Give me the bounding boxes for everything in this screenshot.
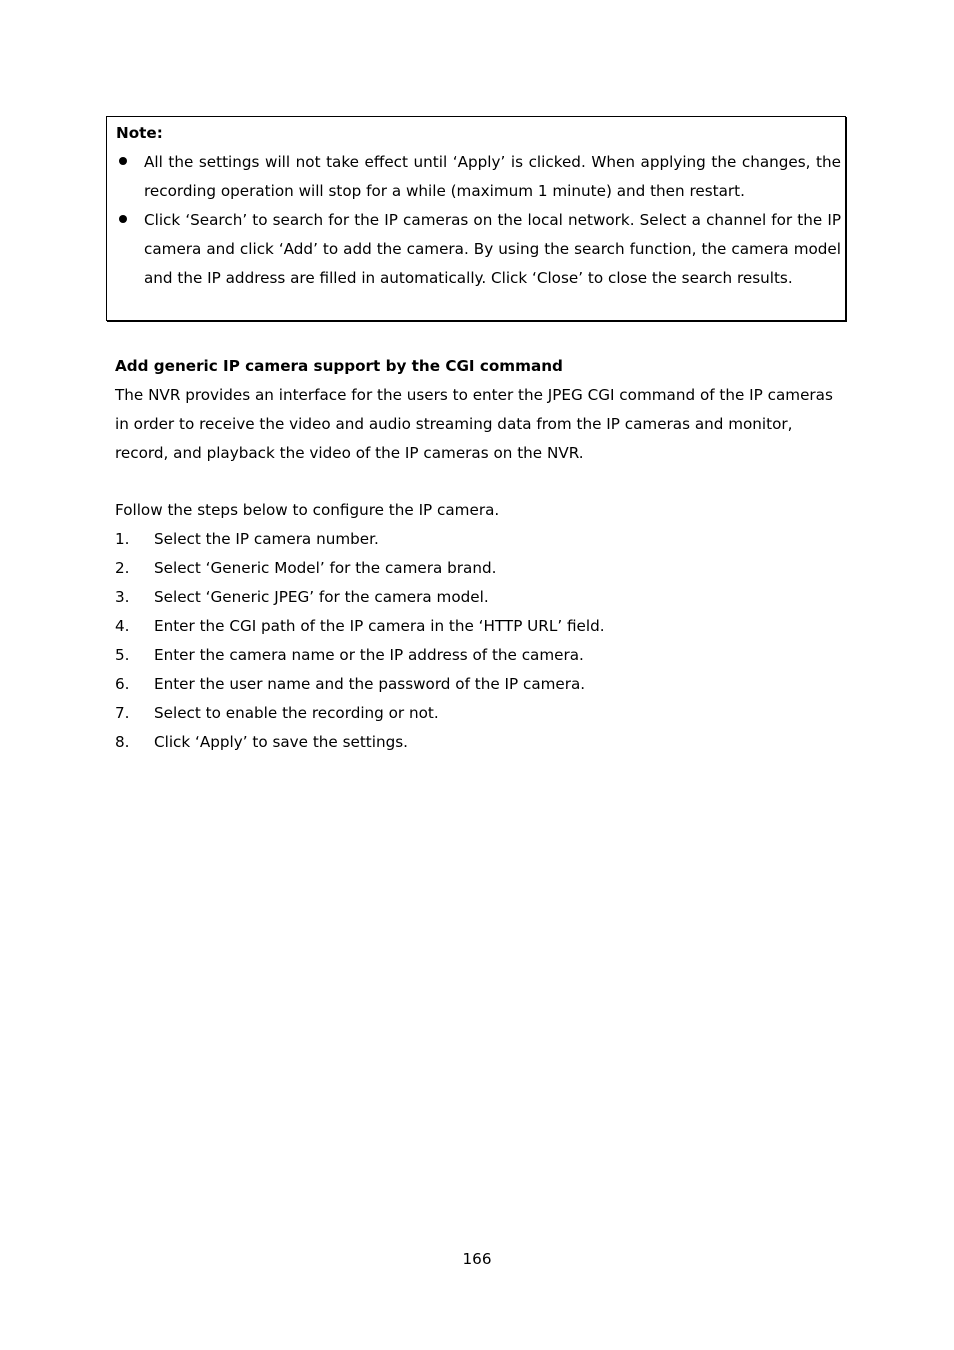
note-item-text: All the settings will not take effect until ‘Apply’ is clicked. When applying the changes, the recording operation will stop for a while (maximum 1 minute) and then restart. (144, 153, 841, 200)
note-item-text: Click ‘Search’ to search for the IP cameras on the local network. Select a channel for the IP camera and click ‘Add’ to add the camera. By using the search function, the camera model and the IP address are filled in automatically. Click ‘Close’ to close the search results. (144, 211, 841, 287)
step-text: Select the IP camera number. (154, 530, 379, 548)
list-item (115, 612, 840, 641)
step-number: 5. (115, 646, 130, 664)
step-text: Select to enable the recording or not. (154, 704, 439, 722)
step-text: Enter the camera name or the IP address of the camera. (154, 646, 584, 664)
section-heading: Add generic IP camera support by the CGI command (115, 357, 563, 375)
step-text: Enter the CGI path of the IP camera in the ‘HTTP URL’ field. (154, 617, 605, 635)
list-item (115, 583, 840, 612)
step-number: 1. (115, 530, 130, 548)
step-number: 4. (115, 617, 130, 635)
step-number: 7. (115, 704, 130, 722)
page-number: 166 (462, 1250, 492, 1268)
list-item (115, 670, 840, 699)
note-item (107, 148, 847, 206)
intro-paragraph: The NVR provides an interface for the users to enter the JPEG CGI command of the IP cameras in order to receive the video and audio streaming data from the IP cameras and monitor, record, and playback the video of the IP cameras on the NVR. (115, 386, 833, 462)
note-title: Note: (116, 124, 163, 142)
note-item (107, 206, 847, 293)
step-text: Click ‘Apply’ to save the settings. (154, 733, 408, 751)
step-number: 8. (115, 733, 130, 751)
steps-intro: Follow the steps below to configure the IP camera. (115, 501, 500, 519)
step-text: Select ‘Generic Model’ for the camera brand. (154, 559, 497, 577)
note-list (107, 148, 847, 293)
steps-list (115, 525, 840, 757)
step-number: 3. (115, 588, 130, 606)
list-item (115, 525, 840, 554)
list-item (115, 641, 840, 670)
step-text: Select ‘Generic JPEG’ for the camera model. (154, 588, 489, 606)
step-number: 2. (115, 559, 130, 577)
note-box (106, 116, 846, 321)
bullet-icon (116, 206, 130, 235)
step-number: 6. (115, 675, 130, 693)
list-item (115, 728, 840, 757)
list-item (115, 554, 840, 583)
step-text: Enter the user name and the password of the IP camera. (154, 675, 586, 693)
bullet-icon (116, 148, 130, 177)
list-item (115, 699, 840, 728)
